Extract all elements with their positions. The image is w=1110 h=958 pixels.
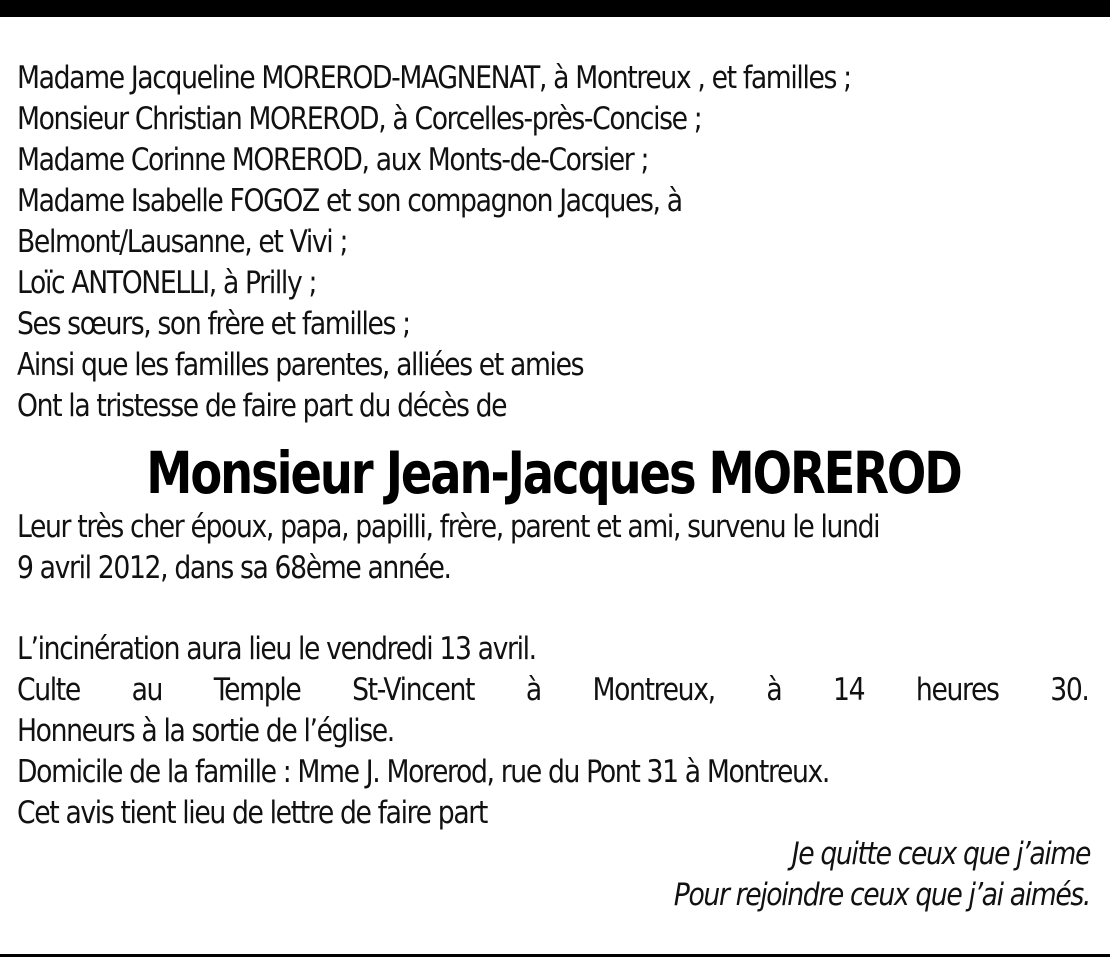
family-line: Loïc ANTONELLI, à Prilly ; [17,265,317,301]
service-word: 30. [1050,672,1089,708]
family-line: Madame Jacqueline MOREROD-MAGNENAT, à Montreux , et familles ; [17,60,851,96]
family-line: Ainsi que les familles parentes, alliées et amies [17,347,584,383]
family-line: Ses sœurs, son frère et familles ; [17,306,410,342]
service-word: à [766,672,782,708]
closing-quote-line: Je quitte ceux que j’aime [791,836,1090,872]
notice-line: Cet avis tient lieu de lettre de faire part [17,795,487,831]
service-word: Montreux, [592,672,715,708]
family-line: Belmont/Lausanne, et Vivi ; [17,224,348,260]
service-word: St-Vincent [352,672,475,708]
honours-line: Honneurs à la sortie de l’église. [17,713,394,749]
obituary-notice [17,58,1090,916]
service-word: Temple [213,672,301,708]
closing-quote-line: Pour rejoindre ceux que j’ai aimés. [673,877,1090,913]
service-line [17,670,1089,711]
announcement-line: Ont la tristesse de faire part du décès de [17,388,507,424]
family-line: Monsieur Christian MOREROD, à Corcelles-près-Concise ; [17,101,702,137]
service-word: 14 [833,672,865,708]
family-line: Madame Isabelle FOGOZ et son compagnon Jacques, à [17,183,682,219]
service-word: à [525,672,541,708]
service-word: Culte [17,672,80,708]
cremation-line: L’incinération aura lieu le vendredi 13 avril. [17,631,536,667]
tribute-line: 9 avril 2012, dans sa 68ème année. [17,550,451,586]
deceased-name: Monsieur Jean-Jacques MOREROD [146,439,961,507]
service-word: au [131,672,163,708]
paragraph-spacer [17,589,1090,629]
domicile-line: Domicile de la famille : Mme J. Morerod, rue du Pont 31 à Montreux. [17,754,830,790]
bottom-border-rule [0,954,1110,957]
tribute-line: Leur très cher époux, papa, papilli, frère, parent et ami, survenu le lundi [17,509,880,545]
service-word: heures [915,672,999,708]
family-line: Madame Corinne MOREROD, aux Monts-de-Corsier ; [17,142,649,178]
top-border-rule [0,0,1110,17]
